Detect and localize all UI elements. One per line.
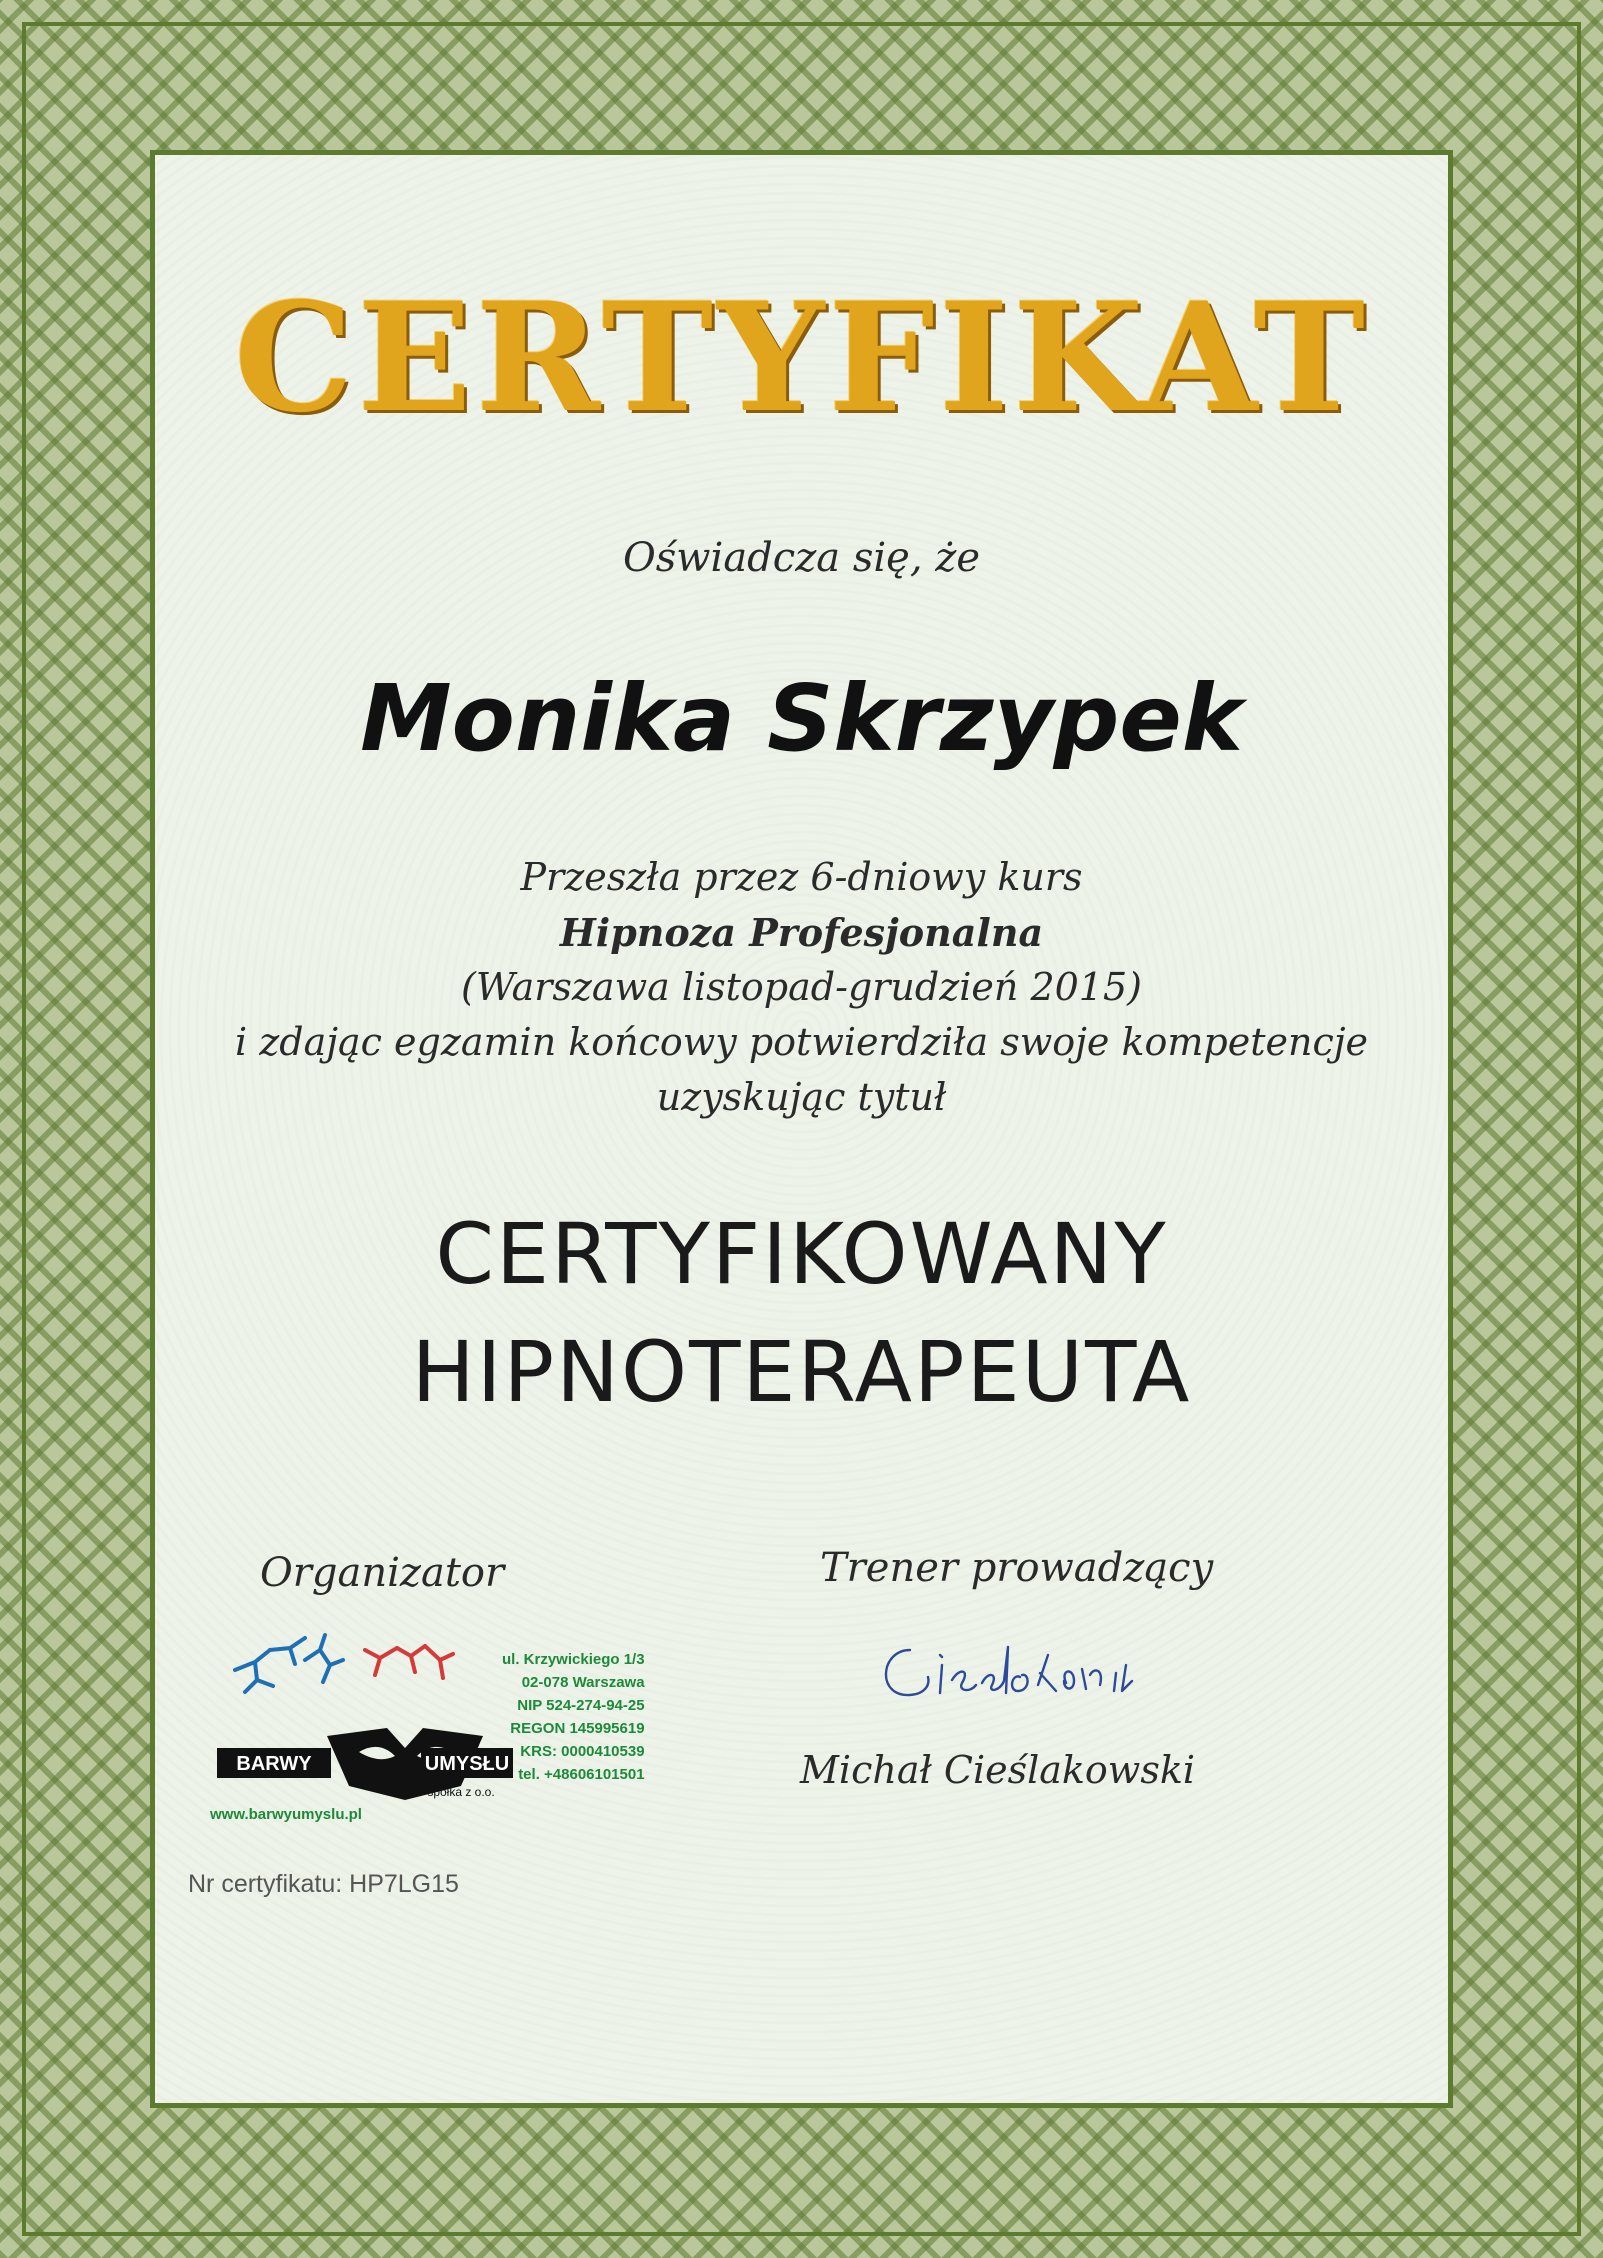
address-city: 02-078 Warszawa [521, 1674, 645, 1691]
svg-text:BARWY: BARWY [236, 1753, 312, 1775]
nip: NIP 524-274-94-25 [517, 1697, 645, 1714]
course-name: Hipnoza Profesjonalna [559, 910, 1044, 955]
trainer-name: Michał Cieślakowski [800, 1748, 1196, 1792]
course-place-date: (Warszawa listopad-grudzień 2015) [461, 965, 1142, 1009]
certificate-title: CERTYFIKAT [233, 270, 1370, 446]
address-street: ul. Krzywickiego 1/3 [502, 1651, 645, 1668]
organizer-address [502, 1648, 645, 1786]
awarded-title-line-1: CERTYFIKOWANY [435, 1205, 1168, 1303]
organizer-label: Organizator [260, 1550, 505, 1596]
awarded-title-line-2: HIPNOTERAPEUTA [411, 1323, 1192, 1421]
krs: KRS: 0000410539 [520, 1743, 645, 1760]
svg-text:UMYSŁU: UMYSŁU [424, 1753, 510, 1775]
course-line: Przeszła przez 6-dniowy kurs [520, 855, 1083, 899]
awarded-title [150, 1195, 1453, 1431]
phone: tel. +48606101501 [518, 1766, 645, 1783]
organizer-website: www.barwyumyslu.pl [210, 1806, 362, 1823]
course-description [150, 850, 1453, 1125]
trainer-signature-icon [870, 1625, 1190, 1715]
declaration-text: Oświadcza się, że [622, 535, 980, 581]
trainer-label: Trener prowadzący [820, 1545, 1214, 1591]
certificate-content [150, 150, 1453, 2108]
svg-text:spółka z o.o.: spółka z o.o. [427, 1785, 495, 1799]
exam-line: i zdając egzamin końcowy potwierdziła swoje kompetencje [234, 1020, 1369, 1064]
recipient-name: Monika Skrzypek [360, 665, 1243, 772]
title-line: uzyskując tytuł [656, 1075, 947, 1119]
regon: REGON 145995619 [510, 1720, 645, 1737]
certificate-number: Nr certyfikatu: HP7LG15 [188, 1870, 459, 1898]
